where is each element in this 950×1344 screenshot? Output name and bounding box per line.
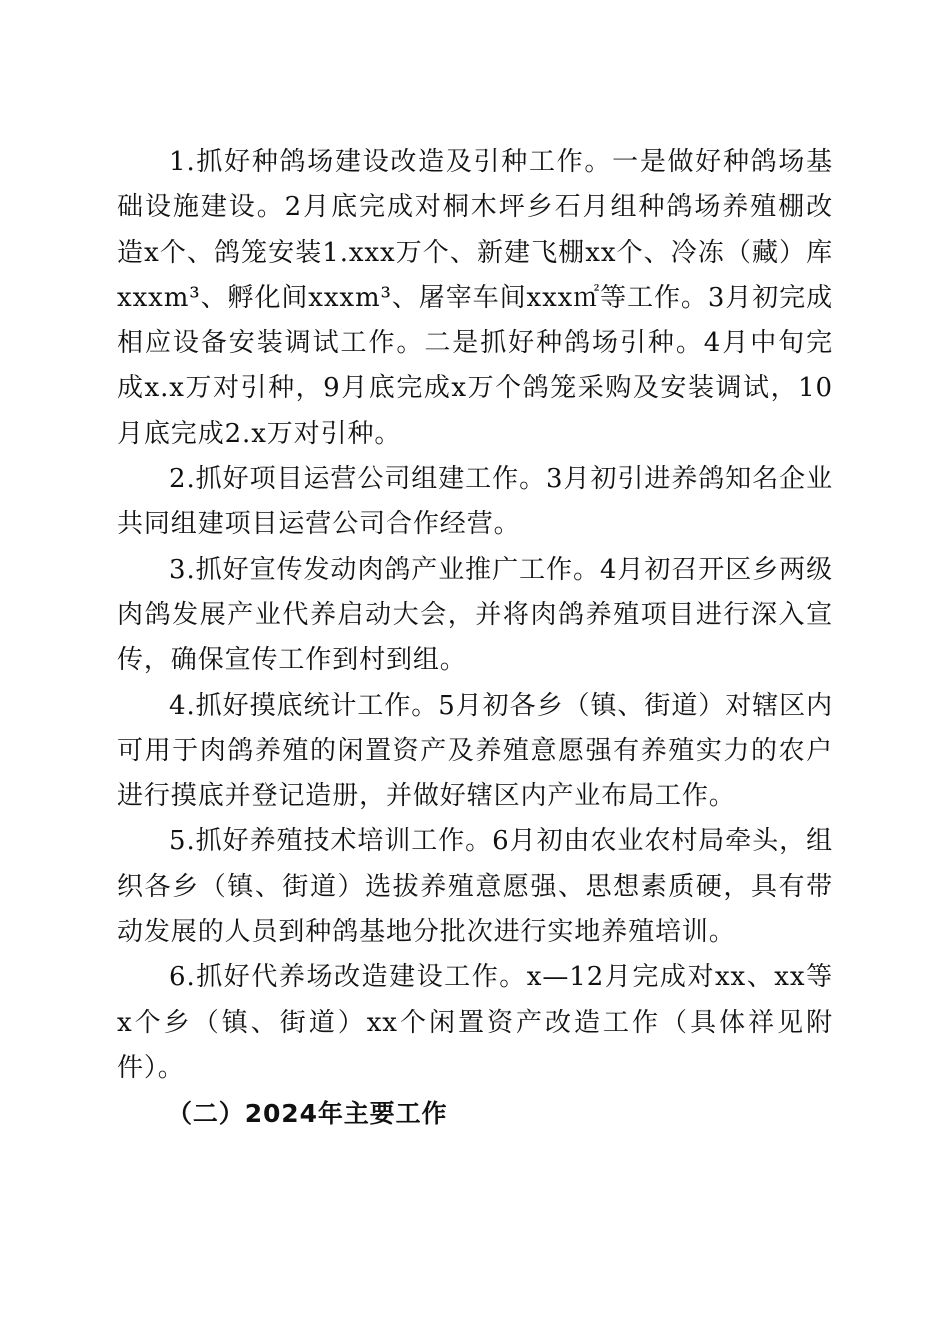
paragraph-4: 4.抓好摸底统计工作。5月初各乡（镇、街道）对辖区内可用于肉鸽养殖的闲置资产及养殖意愿强有养殖实力的农户进行摸底并登记造册，并做好辖区内产业布局工作。 bbox=[117, 690, 833, 812]
paragraph-2: 2.抓好项目运营公司组建工作。3月初引进养鸽知名企业共同组建项目运营公司合作经营。 bbox=[117, 464, 833, 540]
paragraph-6: 6.抓好代养场改造建设工作。x—12月完成对xx、xx等x个乡（镇、街道）xx个闲置资产改造工作（具体祥见附件）。 bbox=[117, 962, 833, 1083]
paragraph-1: 1.抓好种鸽场建设改造及引种工作。一是做好种鸽场基础设施建设。2月底完成对桐木坪乡石月组种鸽场养殖棚改造x个、鸽笼安装1.xxx万个、新建飞棚xx个、冷冻（藏）库xxxm³、孵化间xxxm³、屠宰车间xxx㎡等工作。3月初完成相应设备安装调试工作。二是抓好种鸽场引种。4月中旬完成x.x万对引种，9月底完成x万个鸽笼采购及安装调试，10月底完成2.x万对引种。 bbox=[117, 147, 833, 449]
paragraph-5: 5.抓好养殖技术培训工作。6月初由农业农村局牵头，组织各乡（镇、街道）选拔养殖意愿强、思想素质硬，具有带动发展的人员到种鸽基地分批次进行实地养殖培训。 bbox=[117, 826, 833, 948]
paragraph-3: 3.抓好宣传发动肉鸽产业推广工作。4月初召开区乡两级肉鸽发展产业代养启动大会，并将肉鸽养殖项目进行深入宣传，确保宣传工作到村到组。 bbox=[117, 554, 833, 676]
document-body bbox=[117, 140, 833, 1137]
section-heading: （二）2024年主要工作 bbox=[167, 1099, 448, 1129]
